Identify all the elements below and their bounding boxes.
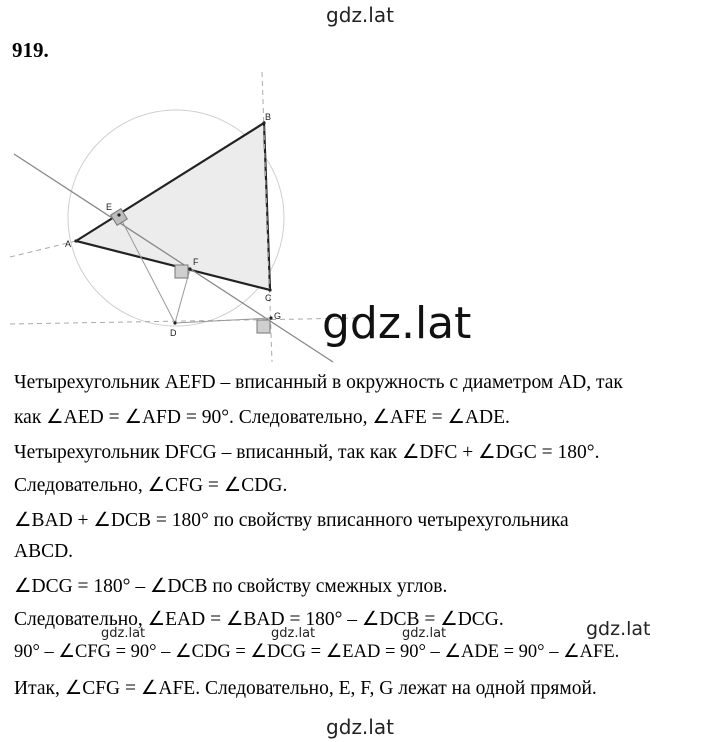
label-a: A <box>65 239 72 249</box>
label-b: B <box>265 112 272 122</box>
right-angle-f <box>175 265 188 278</box>
solution-line-5: ∠BAD + ∠DCB = 180° по свойству вписанного четырехугольника <box>14 510 569 531</box>
solution-line-9: 90° – ∠CFG = 90° – ∠CDG = ∠DCG = ∠EAD = 90° – ∠ADE = 90° – ∠AFE. <box>14 642 620 662</box>
label-e: E <box>106 202 113 212</box>
point-d <box>173 321 176 324</box>
watermark-small-2: gdz.lat <box>271 626 316 641</box>
watermark-top: gdz.lat <box>326 3 394 27</box>
geometry-figure <box>0 62 360 372</box>
solution-line-3: Четырехугольник DFCG – вписанный, так как ∠DFC + ∠DGC = 180°. <box>14 442 600 463</box>
solution-line-10: Итак, ∠CFG = ∠AFE. Следовательно, E, F, G лежат на одной прямой. <box>14 678 597 699</box>
point-f <box>188 267 191 270</box>
solution-line-1: Четырехугольник AEFD – вписанный в окружность с диаметром AD, так <box>14 372 623 393</box>
extension-dg <box>10 318 360 324</box>
watermark-bottom: gdz.lat <box>326 715 394 739</box>
label-f: F <box>193 257 199 267</box>
watermark-small-1: gdz.lat <box>101 626 146 641</box>
point-c <box>268 288 271 291</box>
label-c: C <box>265 293 272 303</box>
watermark-right: gdz.lat <box>586 618 651 640</box>
right-angle-g <box>257 320 270 333</box>
watermark-small-3: gdz.lat <box>402 626 447 641</box>
solution-line-7: ∠DCG = 180° – ∠DCB по свойству смежных углов. <box>14 576 448 597</box>
solution-line-6: ABCD. <box>14 541 74 562</box>
label-g: G <box>274 311 282 321</box>
label-d: D <box>170 328 177 338</box>
solution-line-8: Следовательно, ∠EAD = ∠BAD = 180° – ∠DCB = ∠DCG. <box>14 609 504 630</box>
point-e <box>117 213 120 216</box>
solution-line-2: как ∠AED = ∠AFD = 90°. Следовательно, ∠AFE = ∠ADE. <box>14 407 510 428</box>
point-a <box>74 239 77 242</box>
solution-line-4: Следовательно, ∠CFG = ∠CDG. <box>14 475 288 496</box>
problem-number: 919. <box>12 38 49 62</box>
point-g <box>269 316 272 319</box>
watermark-figure: gdz.lat <box>322 298 472 349</box>
